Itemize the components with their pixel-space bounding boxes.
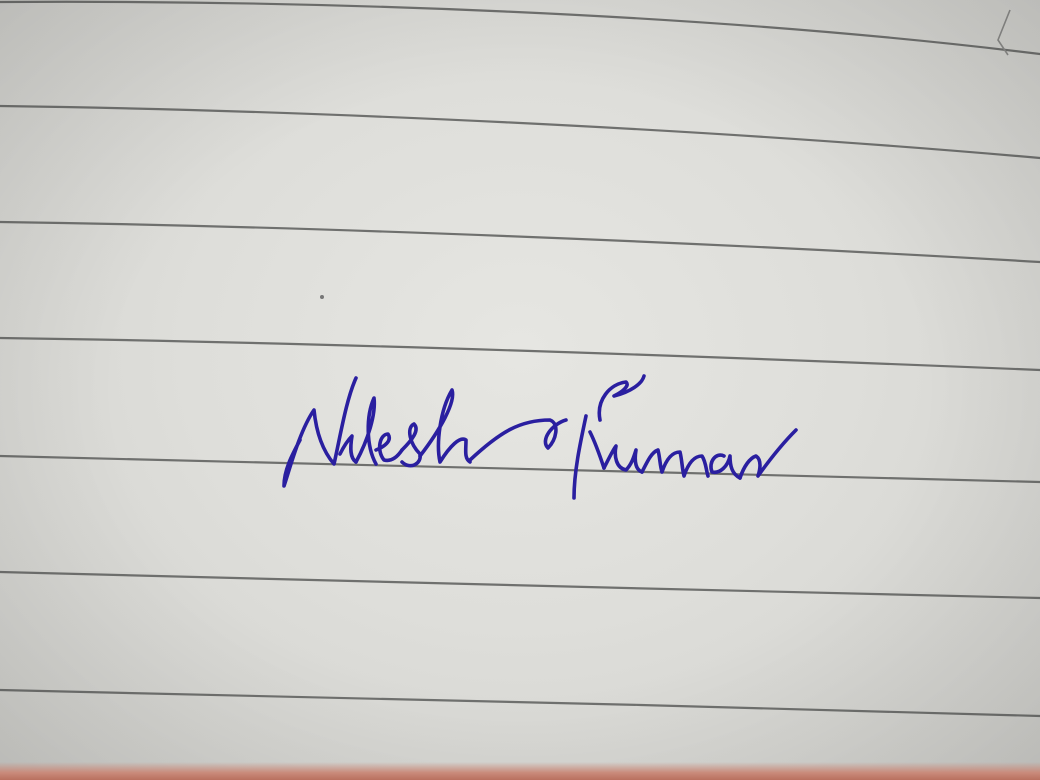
signature-stroke: [642, 450, 708, 476]
signature-stroke: [356, 398, 376, 464]
signature-stroke: [599, 376, 644, 420]
signature-stroke: [574, 416, 586, 498]
signature-stroke: [604, 446, 642, 472]
signature-stroke: [740, 430, 796, 478]
signature-stroke: [376, 434, 402, 460]
signature-stroke: [590, 432, 604, 468]
desk-edge: [0, 762, 1040, 780]
signature-stroke: [470, 420, 566, 460]
signature-stroke: [340, 436, 356, 462]
signature-stroke: [420, 390, 470, 462]
signature-stroke: [284, 378, 356, 486]
signature-stroke: [711, 455, 740, 478]
signature-stroke: [402, 424, 420, 466]
